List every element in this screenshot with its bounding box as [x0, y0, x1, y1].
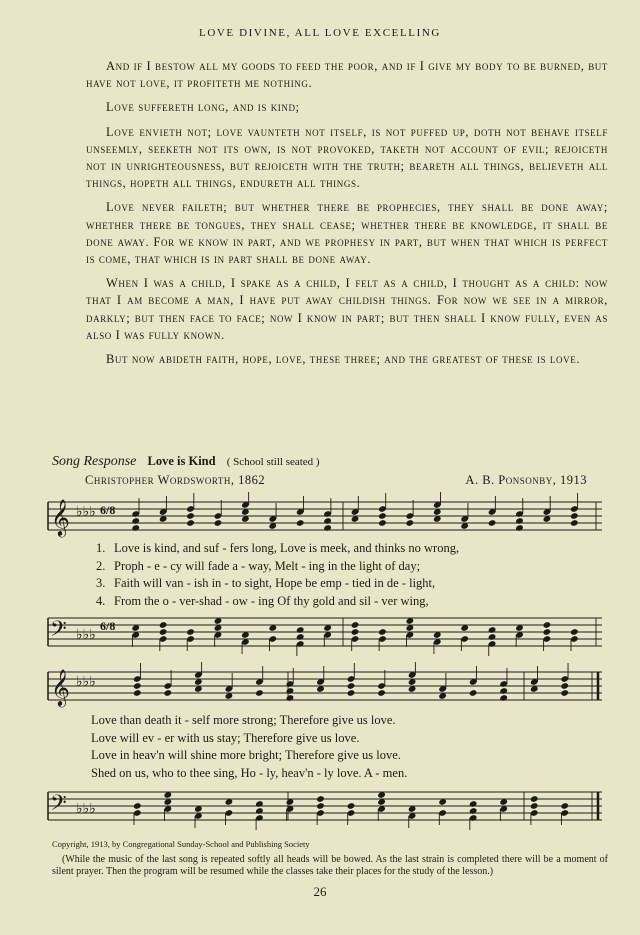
treble-staff-system-1: [40, 492, 606, 542]
verse-number: 3.: [96, 576, 106, 590]
note-head: [351, 621, 360, 629]
note-head: [560, 802, 569, 810]
running-head: LOVE DIVINE, ALL LOVE EXCELLING: [199, 27, 441, 39]
note-head: [570, 512, 579, 520]
copyright-notice: Copyright, 1913, by Congregational Sunday-School and Publishing Society: [52, 839, 310, 849]
scripture-reading: [86, 58, 608, 375]
verse-line: [96, 558, 606, 576]
section-label: Song Response: [52, 454, 137, 469]
note-head: [488, 519, 497, 527]
note-head: [515, 517, 524, 525]
verse-line: [91, 712, 606, 730]
verse-text: Love will ev - er with us stay; Therefore give us love.: [91, 730, 360, 745]
verse-text: Love in heav'n will shine more bright; Therefore give us love.: [91, 748, 401, 762]
note-head: [377, 689, 386, 697]
note-head: [131, 517, 140, 525]
verse-text: Love is kind, and suf - fers long, Love is meek, and thinks no wrong,: [114, 541, 460, 555]
notes: [133, 791, 569, 830]
note-head: [255, 807, 264, 815]
note-head: [255, 689, 264, 697]
treble-clef-icon: 𝄞: [51, 668, 70, 706]
composer-credit: A. B. Ponsonby, 1913: [465, 473, 587, 487]
verse-text: Love than death it - self more strong; Therefore give us love.: [91, 713, 396, 727]
verse-text: Proph - e - cy will fade a - way, Melt - ing in the light of day;: [114, 558, 421, 573]
reading-paragraph: Love envieth not; love vaunteth not itself, is not puffed up, doth not behave itself unseemly, seeketh not its own, is not provoked, taketh not account of evil; rejoiceth not in unrighteousness, but rejoiceth with the truth; beareth all things, believeth all things, hopeth all things, endureth all things.: [86, 124, 608, 191]
reading-paragraph: And if I bestow all my goods to feed the poor, and if I give my body to be burned, but have not love, it profiteth me nothing.: [86, 59, 608, 91]
bass-clef-icon: 𝄢: [50, 617, 67, 647]
verse-line: [91, 730, 606, 748]
note-head: [296, 626, 305, 634]
note-head: [406, 519, 415, 527]
note-head: [570, 519, 579, 527]
note-head: [488, 626, 497, 634]
song-heading: [52, 454, 612, 470]
flat-icon: ♭♭♭: [76, 802, 96, 817]
note-head: [347, 802, 356, 810]
note-head: [469, 807, 478, 815]
note-head: [133, 689, 142, 697]
note-head: [159, 621, 168, 629]
flat-icon: ♭♭♭: [76, 675, 96, 690]
note-head: [133, 802, 142, 810]
note-head: [469, 800, 478, 808]
note-head: [347, 682, 356, 690]
note-head: [469, 689, 478, 697]
note-head: [286, 694, 295, 702]
reading-paragraph: Love suffereth long, and is kind;: [106, 100, 300, 115]
verse-number: 1.: [96, 541, 106, 555]
verse-number: 4.: [96, 593, 106, 608]
note-head: [133, 682, 142, 690]
note-head: [131, 524, 140, 532]
treble-clef-icon: 𝄞: [51, 498, 70, 536]
verse-text: From the o - ver-shad - ow - ing Of thy gold and sil - ver wing,: [114, 593, 429, 608]
notes: [131, 492, 578, 532]
note-head: [186, 519, 195, 527]
note-head: [316, 795, 325, 803]
note-head: [560, 689, 569, 697]
verse-text: Shed on us, who to thee sing, Ho - ly, heav'n - ly love. A - men.: [91, 765, 408, 780]
prayer-instruction: (While the music of the last song is repeated softly all heads will be bowed. As the last strain is completed there will be a moment of silent prayer. Then the program will be resumed while the classes take their places for the study of the lesson.): [52, 853, 608, 877]
verses-system-2: [91, 712, 606, 782]
reading-paragraph: Love never faileth; but whether there be prophecies, they shall be done away; whether there be tongues, they shall cease; whether there be knowledge, it shall be done away. For we know in part, and we prophesy in part, but when that which is perfect is come, that which is in part shall be done away.: [86, 200, 608, 267]
note-head: [499, 687, 508, 695]
note-head: [255, 800, 264, 808]
song-note: ( School still seated ): [226, 456, 320, 468]
note-head: [378, 628, 387, 636]
bass-staff-system-1: [40, 608, 606, 658]
verses-system-1: [96, 540, 606, 610]
note-head: [347, 689, 356, 697]
note-head: [286, 687, 295, 695]
note-head: [296, 519, 305, 527]
note-head: [186, 628, 195, 636]
song-title: Love is Kind: [147, 454, 216, 468]
author-credit: Christopher Wordsworth, 1862: [85, 473, 266, 487]
verse-line: [96, 540, 606, 558]
note-head: [543, 628, 552, 636]
note-head: [323, 517, 332, 525]
time-signature-top: 6/8: [100, 503, 116, 517]
flat-icon: ♭♭♭: [76, 628, 96, 643]
note-head: [543, 621, 552, 629]
note-head: [316, 802, 325, 810]
note-head: [351, 628, 360, 636]
note-head: [378, 519, 387, 527]
note-head: [530, 802, 539, 810]
notes: [133, 662, 569, 702]
note-head: [570, 628, 579, 636]
verse-line: [96, 575, 606, 593]
note-head: [499, 694, 508, 702]
page-footer: [52, 838, 608, 879]
page-number: 26: [313, 884, 327, 899]
note-head: [530, 795, 539, 803]
reading-paragraph: But now abideth faith, hope, love, these three; and the greatest of these is love.: [106, 352, 581, 367]
note-head: [296, 633, 305, 641]
note-head: [323, 524, 332, 532]
verse-line: [91, 765, 606, 783]
bass-staff-system-2: [40, 782, 606, 834]
note-head: [186, 512, 195, 520]
treble-staff-system-2: [40, 662, 606, 712]
note-head: [378, 512, 387, 520]
bass-clef-icon: 𝄢: [50, 791, 67, 821]
note-head: [488, 633, 497, 641]
song-credits: [85, 473, 587, 488]
note-head: [163, 689, 172, 697]
flat-icon: ♭♭♭: [76, 505, 96, 520]
time-signature-bottom: 6/8: [100, 619, 116, 633]
verse-text: Faith will van - ish in - to sight, Hope be emp - tied in de - light,: [114, 576, 436, 590]
reading-paragraph: When I was a child, I spake as a child, I felt as a child, I thought as a child: now that I am become a man, I have put away childish things. For now we see in a mirror, darkly; but then face to face; now I know in part; but then shall I know fully, even as also I was fully known.: [86, 276, 608, 342]
notes: [131, 617, 578, 656]
note-head: [214, 519, 223, 527]
note-head: [159, 628, 168, 636]
note-head: [515, 524, 524, 532]
verse-line: [91, 747, 606, 765]
verse-number: 2.: [96, 558, 106, 573]
note-head: [560, 682, 569, 690]
